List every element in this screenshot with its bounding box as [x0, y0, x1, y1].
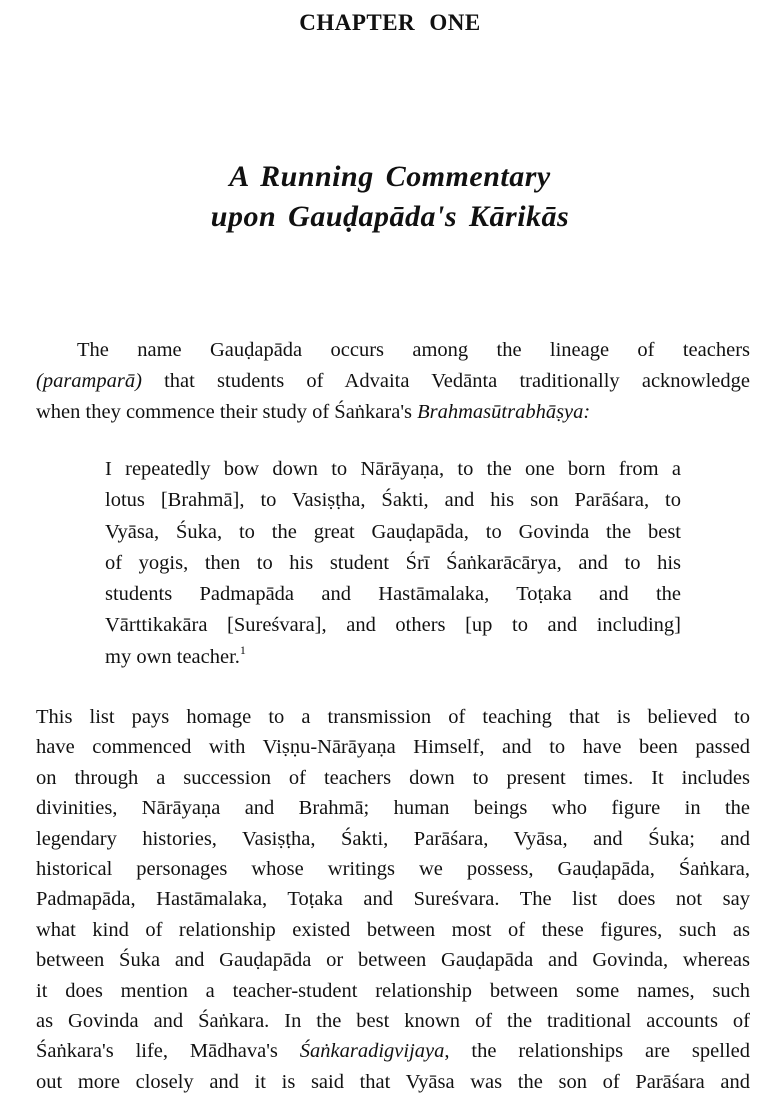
- text-line: [36, 397, 750, 428]
- text-line: [36, 1036, 750, 1066]
- text-segment: between Śuka and Gauḍapāda or between Gauḍapāda and Govinda, whereas: [36, 949, 750, 972]
- text-line: [36, 824, 750, 854]
- text-line: [36, 732, 750, 762]
- text-segment: divinities, Nārāyaṇa and Brahmā; human beings who figure in the: [36, 797, 750, 820]
- text-segment: I repeatedly bow down to Nārāyaṇa, to the one born from a: [105, 458, 681, 480]
- text-line: [36, 854, 750, 884]
- text-line: [105, 642, 681, 673]
- text-line: [36, 366, 750, 397]
- text-segment: , the relationships are spelled: [444, 1040, 750, 1063]
- text-line: [36, 945, 750, 975]
- text-line: [36, 702, 750, 732]
- text-segment: have commenced with Viṣṇu-Nārāyaṇa Himself, and to have been passed: [36, 736, 750, 759]
- italic-term: Śaṅkaradigvijaya: [299, 1040, 445, 1063]
- text-segment: The name Gauḍapāda occurs among the lineage of teachers: [77, 339, 750, 361]
- chapter-heading: CHAPTER ONE: [299, 10, 481, 35]
- text-segment: Vārttikakāra [Sureśvara], and others [up to and including]: [105, 614, 681, 637]
- italic-term: (paramparā): [36, 370, 142, 392]
- text-segment: Padmapāda, Hastāmalaka, Toṭaka and Sureśvara. The list does not say: [36, 888, 750, 911]
- text-line: [105, 517, 681, 548]
- text-segment: This list pays homage to a transmission of teaching that is believed to: [36, 706, 750, 728]
- chapter-title-line-1: A Running Commentary: [229, 160, 551, 193]
- text-segment: on through a succession of teachers down to present times. It includes: [36, 766, 750, 789]
- text-line: [36, 763, 750, 793]
- text-segment: of yogis, then to his student Śrī Śaṅkarācārya, and to his: [105, 551, 681, 574]
- text-line: [105, 548, 681, 579]
- text-line: [36, 1067, 750, 1097]
- text-segment: students Padmapāda and Hastāmalaka, Toṭaka and the: [105, 583, 681, 606]
- text-segment: that students of Advaita Vedānta traditionally acknowledge: [141, 370, 750, 392]
- text-segment: out more closely and it is said that Vyāsa was the son of Parāśara and: [36, 1070, 750, 1093]
- text-segment: what kind of relationship existed between most of these figures, such as: [36, 918, 750, 941]
- text-segment: it does mention a teacher-student relationship between some names, such: [36, 979, 750, 1002]
- text-line: [105, 454, 681, 485]
- block-quote: [105, 454, 681, 673]
- text-segment: as Govinda and Śaṅkara. In the best known of the traditional accounts of: [36, 1010, 750, 1033]
- text-segment: legendary histories, Vasiṣṭha, Śakti, Parāśara, Vyāsa, and Śuka; and: [36, 827, 750, 850]
- text-line: [105, 610, 681, 641]
- text-segment: lotus [Brahmā], to Vasiṣṭha, Śakti, and his son Parāśara, to: [105, 489, 681, 512]
- text-segment: when they commence their study of Śaṅkara's: [36, 401, 418, 423]
- text-line: [36, 915, 750, 945]
- text-line: [36, 1006, 750, 1036]
- text-line: [105, 485, 681, 516]
- text-line: [36, 335, 750, 366]
- italic-term: Brahmasūtrabhāṣya:: [417, 401, 591, 423]
- footnote-marker: 1: [239, 642, 246, 657]
- text-segment: my own teacher.: [105, 645, 240, 668]
- text-line: [36, 976, 750, 1006]
- chapter-title-line-2: upon Gauḍapāda's Kārikās: [210, 200, 570, 233]
- text-segment: historical personages whose writings we possess, Gauḍapāda, Śaṅkara,: [36, 858, 750, 881]
- text-line: [36, 884, 750, 914]
- text-segment: Vyāsa, Śuka, to the great Gauḍapāda, to Govinda the best: [105, 520, 681, 543]
- paragraph-intro: [36, 335, 750, 428]
- text-line: [105, 579, 681, 610]
- text-line: [36, 793, 750, 823]
- paragraph-lineage: [36, 702, 750, 1097]
- text-segment: Śaṅkara's life, Mādhava's: [36, 1040, 300, 1063]
